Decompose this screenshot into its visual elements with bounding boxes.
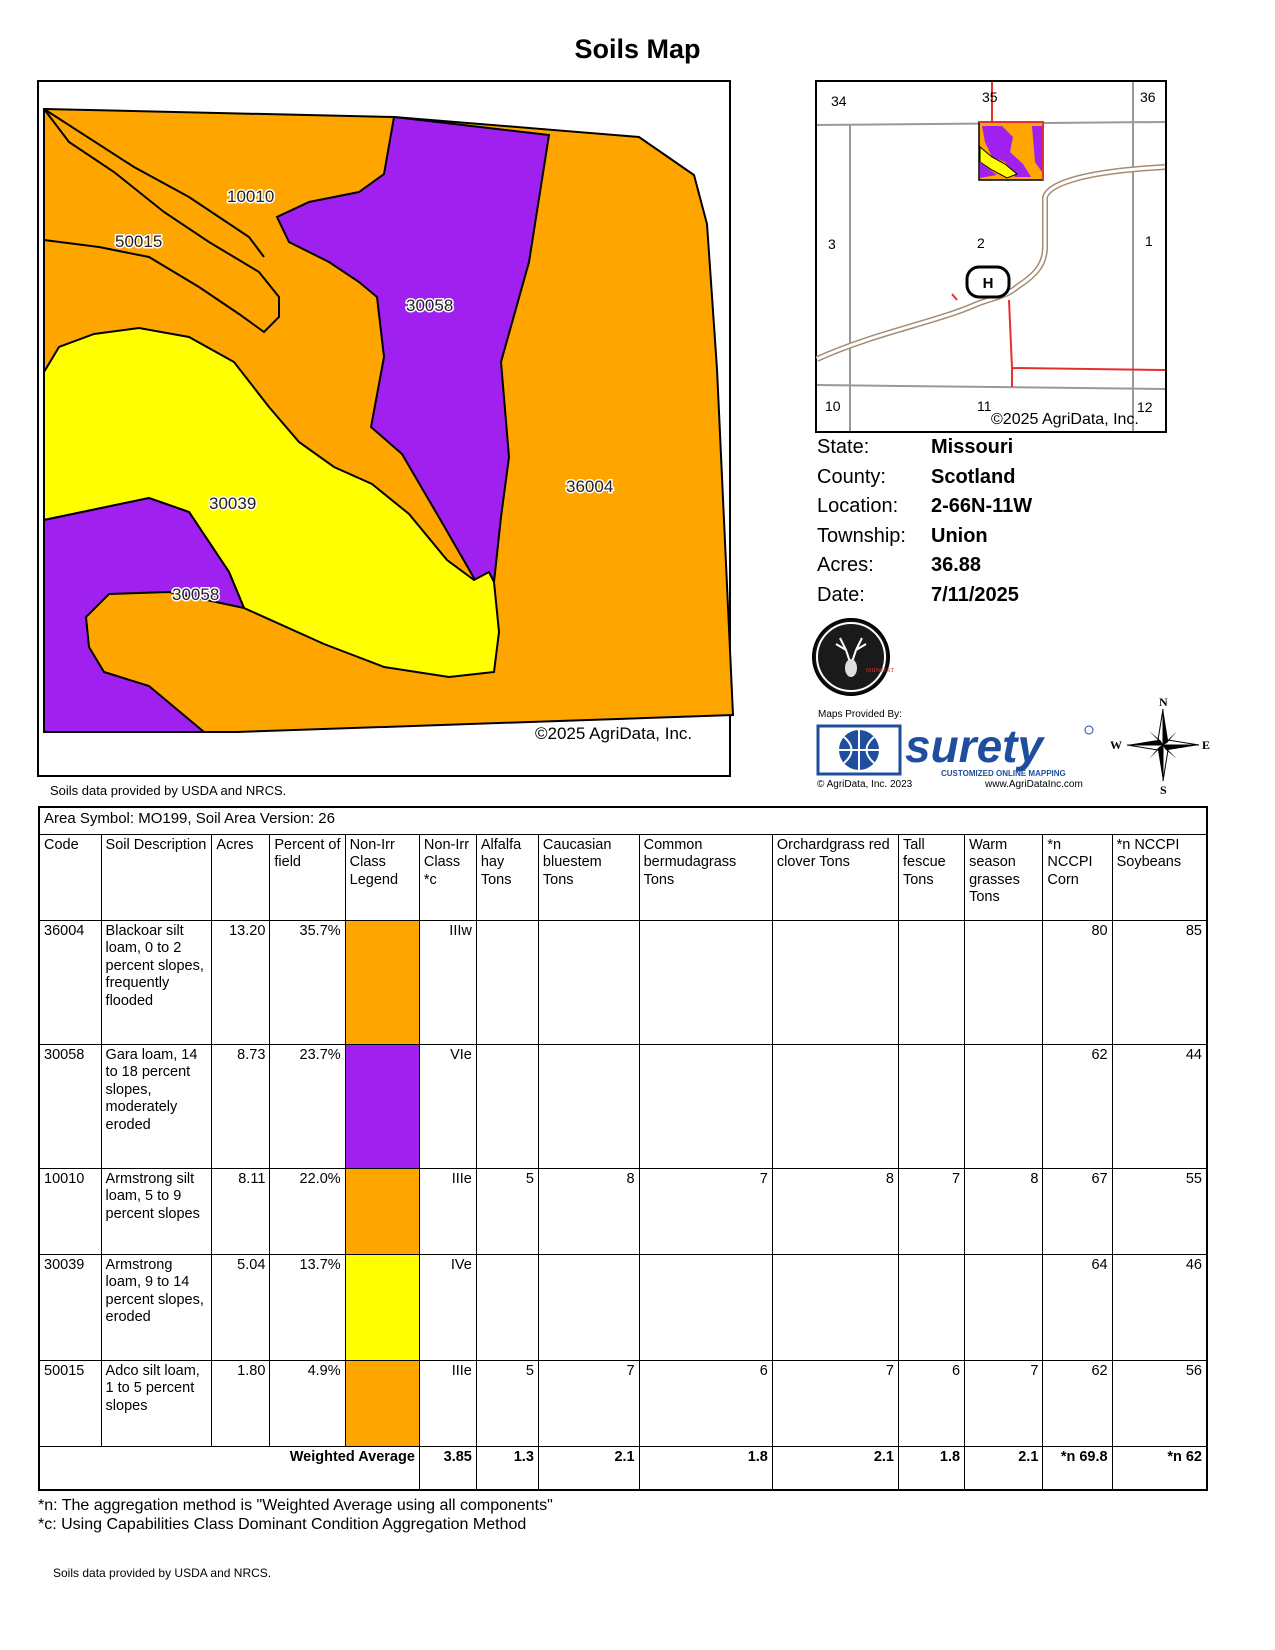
cell-class: IIIw <box>419 920 476 1044</box>
info-label: Location: <box>817 495 899 517</box>
cell-fescue: 7 <box>898 1168 964 1254</box>
soils-credit-bottom: Soils data provided by USDA and NRCS. <box>53 1566 272 1580</box>
info-value: 36.88 <box>931 554 982 576</box>
section-label-34: 34 <box>831 93 847 109</box>
info-row-county <box>817 463 1237 493</box>
field-location[interactable] <box>979 122 1043 180</box>
footnote-c: *c: Using Capabilities Class Dominant Condition Aggregation Method <box>38 1516 527 1533</box>
maps-provided-label: Maps Provided By: <box>818 709 902 720</box>
cell-bermuda <box>639 1044 772 1168</box>
svg-text:MIDWEST: MIDWEST <box>866 668 894 674</box>
svg-text:CUSTOMIZED ONLINE MAPPING: CUSTOMIZED ONLINE MAPPING <box>941 769 1066 778</box>
table-row <box>39 1254 1207 1360</box>
cell-caucasian <box>538 1044 639 1168</box>
col-header: *n NCCPI Soybeans <box>1112 834 1207 920</box>
cell-code: 30039 <box>39 1254 101 1360</box>
info-row-location <box>817 492 1237 522</box>
weighted-alfalfa: 1.3 <box>476 1446 538 1490</box>
cell-acres: 5.04 <box>212 1254 270 1360</box>
locator-map[interactable] <box>815 80 1167 433</box>
table-header-row <box>39 834 1207 920</box>
cell-fescue <box>898 920 964 1044</box>
cell-caucasian <box>538 920 639 1044</box>
cell-fescue: 6 <box>898 1360 964 1446</box>
cell-caucasian: 7 <box>538 1360 639 1446</box>
info-label: State: <box>817 436 870 458</box>
soils-credit-top: Soils data provided by USDA and NRCS. <box>50 783 287 798</box>
cell-fescue <box>898 1254 964 1360</box>
col-header: Orchardgrass red clover Tons <box>772 834 898 920</box>
col-header: Percent of field <box>270 834 345 920</box>
cell-acres: 8.11 <box>212 1168 270 1254</box>
cell-bermuda <box>639 920 772 1044</box>
cell-warm: 7 <box>965 1360 1043 1446</box>
cell-warm <box>965 1254 1043 1360</box>
weighted-warm: 2.1 <box>965 1446 1043 1490</box>
surety-logo <box>817 722 1097 778</box>
info-label: County: <box>817 465 886 488</box>
section-label-10: 10 <box>825 398 841 414</box>
cell-code: 36004 <box>39 920 101 1044</box>
cell-percent: 23.7% <box>270 1044 345 1168</box>
col-header: Common bermudagrass Tons <box>639 834 772 920</box>
col-header: Non-Irr Class *c <box>419 834 476 920</box>
cell-desc: Adco silt loam, 1 to 5 percent slopes <box>101 1360 212 1446</box>
cell-caucasian <box>538 1254 639 1360</box>
cell-alfalfa <box>476 1044 538 1168</box>
cell-desc: Armstrong silt loam, 5 to 9 percent slopes <box>101 1168 212 1254</box>
cell-soy: 56 <box>1112 1360 1207 1446</box>
col-header: Code <box>39 834 101 920</box>
soil-label-50015: 50015 <box>115 232 163 251</box>
cell-acres: 1.80 <box>212 1360 270 1446</box>
cell-bermuda: 6 <box>639 1360 772 1446</box>
weighted-average-row <box>39 1446 1207 1490</box>
compass-icon <box>1110 695 1220 795</box>
table-row <box>39 1360 1207 1446</box>
soil-label-30039: 30039 <box>209 494 257 513</box>
svg-text:H: H <box>982 275 994 292</box>
col-header: Caucasian bluestem Tons <box>538 834 639 920</box>
area-symbol: Area Symbol: MO199, Soil Area Version: 26 <box>39 807 1207 834</box>
cell-class: IVe <box>419 1254 476 1360</box>
cell-class-legend <box>345 1044 419 1168</box>
section-label-35: 35 <box>982 89 998 105</box>
weighted-orchard: 2.1 <box>772 1446 898 1490</box>
cell-alfalfa: 5 <box>476 1360 538 1446</box>
cell-code: 10010 <box>39 1168 101 1254</box>
cell-code: 50015 <box>39 1360 101 1446</box>
col-header: Warm season grasses Tons <box>965 834 1043 920</box>
cell-alfalfa: 5 <box>476 1168 538 1254</box>
page-title: Soils Map <box>574 34 701 64</box>
cell-class: VIe <box>419 1044 476 1168</box>
weighted-class: 3.85 <box>419 1446 476 1490</box>
cell-corn: 62 <box>1043 1044 1112 1168</box>
table-row <box>39 1044 1207 1168</box>
svg-text:E: E <box>1202 738 1211 752</box>
cell-warm <box>965 920 1043 1044</box>
cell-corn: 80 <box>1043 920 1112 1044</box>
cell-orchard <box>772 1044 898 1168</box>
cell-warm <box>965 1044 1043 1168</box>
weighted-caucasian: 2.1 <box>538 1446 639 1490</box>
svg-text:W: W <box>1110 738 1122 752</box>
cell-desc: Gara loam, 14 to 18 percent slopes, moderately eroded <box>101 1044 212 1168</box>
cell-corn: 62 <box>1043 1360 1112 1446</box>
svg-text:surety: surety <box>905 720 1044 772</box>
soils-table <box>38 806 1208 1491</box>
col-header: Non-Irr Class Legend <box>345 834 419 920</box>
section-label-11: 11 <box>977 398 992 414</box>
cell-class-legend <box>345 1254 419 1360</box>
cell-class-legend <box>345 1168 419 1254</box>
section-label-1: 1 <box>1145 233 1153 249</box>
col-header: Soil Description <box>101 834 212 920</box>
highway-h-marker <box>967 267 1009 297</box>
cell-class-legend <box>345 1360 419 1446</box>
info-label: Township: <box>817 524 906 547</box>
svg-text:N: N <box>1159 695 1168 709</box>
cell-acres: 8.73 <box>212 1044 270 1168</box>
locator-copyright: ©2025 AgriData, Inc. <box>991 411 1139 428</box>
location-info <box>817 433 1237 610</box>
cell-percent: 4.9% <box>270 1360 345 1446</box>
info-value: Missouri <box>931 436 1014 458</box>
map-copyright: ©2025 AgriData, Inc. <box>535 724 693 743</box>
cell-code: 30058 <box>39 1044 101 1168</box>
col-header: Tall fescue Tons <box>898 834 964 920</box>
soil-label-30058-upper: 30058 <box>406 296 454 315</box>
info-label: Date: <box>817 583 865 606</box>
cell-soy: 85 <box>1112 920 1207 1044</box>
cell-soy: 46 <box>1112 1254 1207 1360</box>
weighted-fescue: 1.8 <box>898 1446 964 1490</box>
cell-bermuda: 7 <box>639 1168 772 1254</box>
info-row-acres <box>817 551 1237 581</box>
cell-caucasian: 8 <box>538 1168 639 1254</box>
midwest-logo <box>812 618 894 696</box>
cell-alfalfa <box>476 920 538 1044</box>
info-row-township <box>817 522 1237 552</box>
section-label-3: 3 <box>828 236 836 252</box>
deer-icon <box>814 620 894 694</box>
info-row-state <box>817 433 1237 463</box>
section-label-2: 2 <box>977 235 985 251</box>
info-value: 2-66N-11W <box>931 495 1033 517</box>
cell-soy: 44 <box>1112 1044 1207 1168</box>
cell-warm: 8 <box>965 1168 1043 1254</box>
soils-map-canvas <box>39 82 729 775</box>
cell-class: IIIe <box>419 1360 476 1446</box>
col-header: *n NCCPI Corn <box>1043 834 1112 920</box>
weighted-soy: *n 62 <box>1112 1446 1207 1490</box>
cell-desc: Armstrong loam, 9 to 14 percent slopes, eroded <box>101 1254 212 1360</box>
cell-orchard <box>772 920 898 1044</box>
cell-alfalfa <box>476 1254 538 1360</box>
table-row <box>39 1168 1207 1254</box>
info-label: Acres: <box>817 554 874 576</box>
section-label-12: 12 <box>1137 399 1153 415</box>
weighted-label: Weighted Average <box>39 1446 419 1490</box>
cell-fescue <box>898 1044 964 1168</box>
soil-label-36004: 36004 <box>566 477 614 496</box>
cell-percent: 35.7% <box>270 920 345 1044</box>
cell-class-legend <box>345 920 419 1044</box>
svg-text:S: S <box>1160 783 1167 797</box>
cell-desc: Blackoar silt loam, 0 to 2 percent slopes, frequently flooded <box>101 920 212 1044</box>
weighted-bermuda: 1.8 <box>639 1446 772 1490</box>
cell-class: IIIe <box>419 1168 476 1254</box>
info-value: 7/11/2025 <box>931 583 1019 606</box>
table-row <box>39 920 1207 1044</box>
footnote-n: *n: The aggregation method is "Weighted Average using all components" <box>38 1497 553 1514</box>
agridata-url[interactable]: www.AgriDataInc.com <box>985 779 1083 790</box>
weighted-corn: *n 69.8 <box>1043 1446 1112 1490</box>
cell-corn: 67 <box>1043 1168 1112 1254</box>
compass-rose <box>1110 695 1220 795</box>
agridata-copyright: © AgriData, Inc. 2023 <box>817 779 913 790</box>
col-header: Acres <box>212 834 270 920</box>
section-label-36: 36 <box>1140 89 1156 105</box>
cell-bermuda <box>639 1254 772 1360</box>
cell-soy: 55 <box>1112 1168 1207 1254</box>
soil-label-10010: 10010 <box>227 187 275 206</box>
cell-percent: 13.7% <box>270 1254 345 1360</box>
cell-corn: 64 <box>1043 1254 1112 1360</box>
info-value: Union <box>931 524 988 547</box>
soil-label-30058-lower: 30058 <box>172 585 220 604</box>
info-row-date <box>817 581 1237 611</box>
cell-percent: 22.0% <box>270 1168 345 1254</box>
col-header: Alfalfa hay Tons <box>476 834 538 920</box>
cell-acres: 13.20 <box>212 920 270 1044</box>
info-value: Scotland <box>931 465 1016 488</box>
cell-orchard: 8 <box>772 1168 898 1254</box>
soils-map[interactable] <box>37 80 731 777</box>
cell-orchard: 7 <box>772 1360 898 1446</box>
locator-map-canvas <box>817 82 1165 431</box>
cell-orchard <box>772 1254 898 1360</box>
